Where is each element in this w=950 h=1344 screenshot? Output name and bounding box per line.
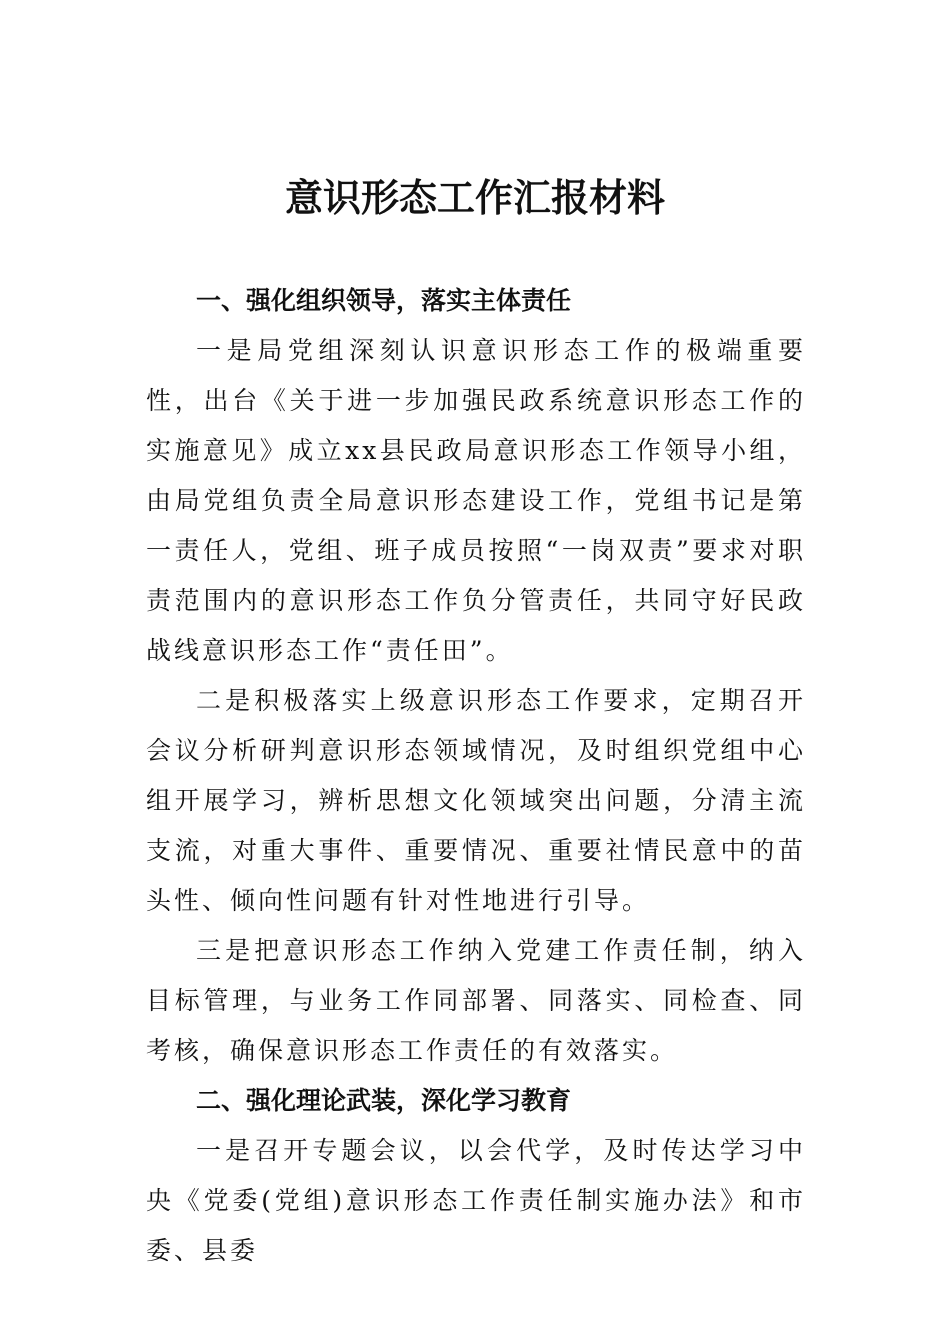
section-1	[146, 276, 806, 1076]
paragraph: 一是局党组深刻认识意识形态工作的极端重要性，出台《关于进一步加强民政系统意识形态工作的实施意见》成立xx县民政局意识形态工作领导小组，由局党组负责全局意识形态建设工作，党组书记是第一责任人，党组、班子成员按照“一岗双责”要求对职责范围内的意识形态工作负分管责任，共同守好民政战线意识形态工作“责任田”。	[146, 336, 806, 665]
section-heading: 一、强化组织领导，落实主体责任	[196, 286, 572, 315]
document-body	[146, 276, 806, 1276]
paragraph: 三是把意识形态工作纳入党建工作责任制，纳入目标管理，与业务工作同部署、同落实、同检查、同考核，确保意识形态工作责任的有效落实。	[146, 936, 806, 1065]
section-heading: 二、强化理论武装，深化学习教育	[196, 1086, 572, 1115]
paragraph: 二是积极落实上级意识形态工作要求，定期召开会议分析研判意识形态领域情况，及时组织党组中心组开展学习，辨析思想文化领域突出问题，分清主流支流，对重大事件、重要情况、重要社情民意中的苗头性、倾向性问题有针对性地进行引导。	[146, 686, 806, 915]
section-2	[146, 1076, 806, 1276]
document-title: 意识形态工作汇报材料	[284, 175, 665, 220]
paragraph: 一是召开专题会议，以会代学，及时传达学习中央《党委(党组)意识形态工作责任制实施办法》和市委、县委	[146, 1136, 806, 1265]
